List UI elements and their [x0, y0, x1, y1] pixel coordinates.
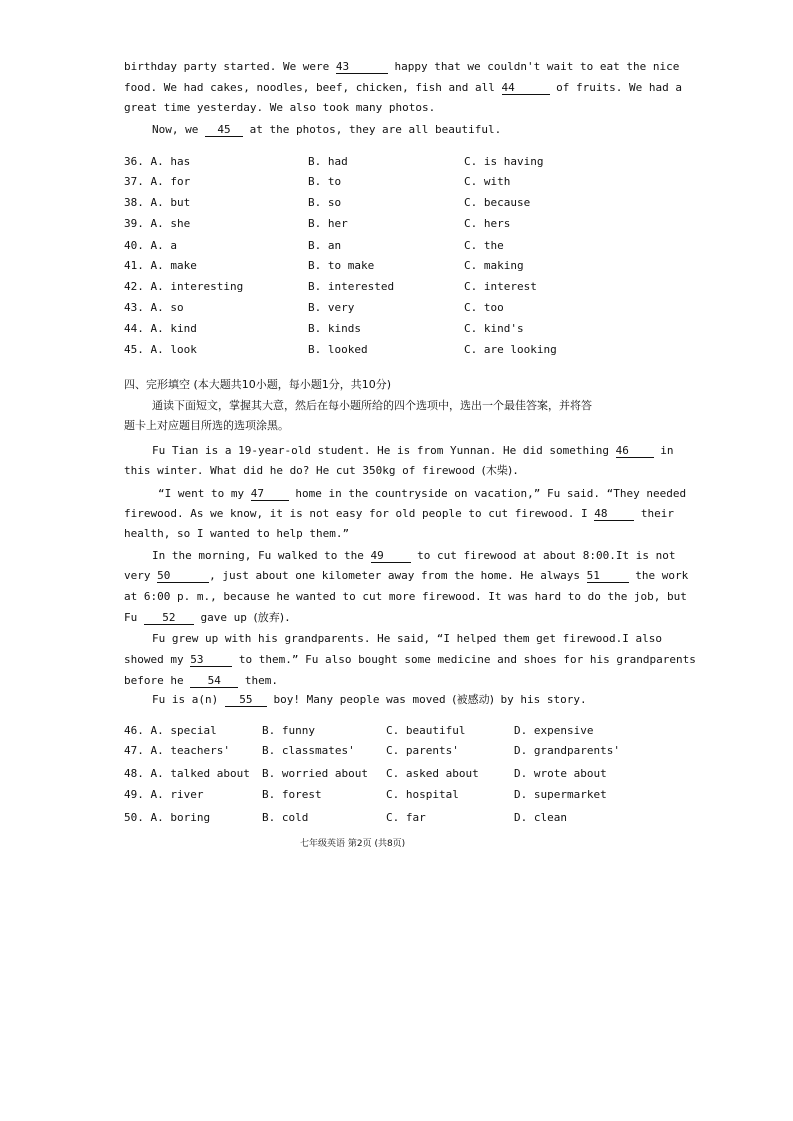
text-segment: to them.” Fu also bought some medicine and shoes for his grandparents	[232, 653, 696, 666]
section-instruction-2: 题卡上对应题目所选的选项涂黑。	[124, 419, 289, 432]
option-a: 39. A. she	[124, 217, 191, 230]
blank-48: 48	[594, 508, 634, 521]
passage1-line-4	[152, 123, 650, 137]
option-d: D. expensive	[514, 724, 594, 737]
option-d: D. supermarket	[514, 788, 607, 801]
option-a: 38. A. but	[124, 196, 191, 209]
passage1-line-3: great time yesterday. We also took many photos.	[124, 101, 436, 114]
option-b: B. so	[308, 196, 342, 209]
passage2-line-12	[124, 674, 650, 688]
blank-52: 52	[144, 612, 194, 625]
text-segment: showed my	[124, 653, 191, 666]
option-a: 46. A. special	[124, 724, 217, 737]
text-segment: .	[512, 464, 519, 477]
chinese-gloss: (被感动)	[452, 693, 494, 706]
blank-46: 46	[616, 445, 654, 458]
text-segment: in	[653, 444, 674, 457]
option-a: 50. A. boring	[124, 811, 211, 824]
text-segment: this winter. What did he do? He cut 350kg of firewood	[124, 464, 482, 477]
text-segment: home in the countryside on vacation,” Fu said. “They needed	[288, 487, 687, 500]
passage2-line-4	[124, 507, 674, 521]
option-c: C. making	[464, 259, 524, 272]
option-b: B. classmates'	[262, 744, 355, 757]
passage2-line-10: Fu grew up with his grandparents. He said, “I helped them get firewood.I also	[152, 632, 662, 645]
text-segment: food. We had cakes, noodles, beef, chicken, fish and all	[124, 81, 502, 94]
blank-49: 49	[371, 550, 411, 563]
option-b: B. to	[308, 175, 342, 188]
text-segment: their	[634, 507, 674, 520]
option-c: C. too	[464, 301, 504, 314]
blank-44: 44	[502, 82, 550, 95]
passage2-line-1	[152, 444, 674, 458]
section-heading: 四、完形填空 (本大题共10小题，每小题1分，共10分)	[124, 378, 392, 391]
text-segment: firewood. As we know, it is not easy for old people to cut firewood. I	[124, 507, 595, 520]
text-segment: Now, we	[152, 123, 205, 136]
text-segment: Fu	[124, 611, 144, 624]
text-segment: “I went to my	[158, 487, 251, 500]
option-c: C. kind's	[464, 322, 524, 335]
option-b: B. funny	[262, 724, 315, 737]
option-c: C. beautiful	[386, 724, 466, 737]
text-segment: to cut firewood at about 8:00.It is not	[410, 549, 676, 562]
option-d: D. grandparents'	[514, 744, 620, 757]
option-b: B. worried about	[262, 767, 368, 780]
option-b: B. had	[308, 155, 348, 168]
option-a: 36. A. has	[124, 155, 191, 168]
option-c: C. parents'	[386, 744, 459, 757]
passage2-line-11	[124, 653, 696, 667]
page-footer: 七年级英语 第2页 (共8页)	[300, 839, 406, 849]
text-segment: birthday party started. We were	[124, 60, 336, 73]
option-b: B. cold	[262, 811, 309, 824]
option-a: 43. A. so	[124, 301, 184, 314]
text-segment: happy that we couldn't wait to eat the nice	[387, 60, 680, 73]
passage2-line-5: health, so I wanted to help them.”	[124, 527, 350, 540]
option-c: C. the	[464, 239, 504, 252]
passage2-line-6	[152, 549, 676, 563]
option-c: C. asked about	[386, 767, 479, 780]
blank-54: 54	[190, 675, 238, 688]
option-c: C. far	[386, 811, 426, 824]
text-segment: of fruits. We had a	[549, 81, 682, 94]
text-segment: the work	[628, 569, 689, 582]
option-c: C. is having	[464, 155, 544, 168]
option-a: 44. A. kind	[124, 322, 197, 335]
passage2-line-7	[124, 569, 689, 583]
option-b: B. interested	[308, 280, 395, 293]
option-b: B. forest	[262, 788, 322, 801]
text-segment: boy! Many people was moved	[266, 693, 453, 706]
option-a: 47. A. teachers'	[124, 744, 230, 757]
text-segment: , just about one kilometer away from the home. He always	[209, 569, 587, 582]
option-c: C. hospital	[386, 788, 459, 801]
option-c: C. because	[464, 196, 531, 209]
option-a: 37. A. for	[124, 175, 191, 188]
option-b: B. very	[308, 301, 355, 314]
option-c: C. interest	[464, 280, 537, 293]
text-segment: by his story.	[493, 693, 587, 706]
text-segment: before he	[124, 674, 191, 687]
option-c: C. hers	[464, 217, 511, 230]
passage1-line-1	[124, 60, 680, 74]
blank-43: 43	[336, 61, 388, 74]
option-a: 40. A. a	[124, 239, 177, 252]
text-segment: In the morning, Fu walked to the	[152, 549, 371, 562]
option-c: C. are looking	[464, 343, 557, 356]
text-segment: them.	[238, 674, 278, 687]
option-a: 41. A. make	[124, 259, 197, 272]
chinese-gloss: (放弃)	[253, 611, 285, 624]
chinese-gloss: (木柴)	[481, 464, 513, 477]
option-b: B. looked	[308, 343, 368, 356]
option-b: B. to make	[308, 259, 375, 272]
passage2-line-13	[152, 693, 650, 707]
text-segment: .	[284, 611, 291, 624]
option-b: B. an	[308, 239, 342, 252]
blank-51: 51	[587, 570, 629, 583]
passage2-line-9	[124, 611, 650, 625]
option-b: B. her	[308, 217, 348, 230]
option-a: 48. A. talked about	[124, 767, 250, 780]
passage2-line-2	[124, 464, 650, 478]
option-d: D. wrote about	[514, 767, 607, 780]
blank-50: 50	[157, 570, 209, 583]
option-a: 42. A. interesting	[124, 280, 244, 293]
text-segment: Fu is a(n)	[152, 693, 225, 706]
text-segment: very	[124, 569, 158, 582]
text-segment: at the photos, they are all beautiful.	[242, 123, 502, 136]
blank-53: 53	[190, 654, 232, 667]
blank-47: 47	[251, 488, 289, 501]
text-segment: Fu Tian is a 19-year-old student. He is from Yunnan. He did something	[152, 444, 616, 457]
passage1-line-2	[124, 81, 682, 95]
text-segment: gave up	[193, 611, 254, 624]
option-d: D. clean	[514, 811, 567, 824]
option-b: B. kinds	[308, 322, 361, 335]
passage2-line-3	[158, 487, 687, 501]
passage2-line-8: at 6:00 p. m., because he wanted to cut more firewood. It was hard to do the job, but	[124, 590, 687, 603]
option-a: 45. A. look	[124, 343, 197, 356]
blank-45: 45	[205, 124, 243, 137]
blank-55: 55	[225, 694, 267, 707]
section-instruction-1: 通读下面短文，掌握其大意，然后在每小题所给的四个选项中，选出一个最佳答案，并将答	[152, 399, 592, 412]
option-c: C. with	[464, 175, 511, 188]
option-a: 49. A. river	[124, 788, 204, 801]
